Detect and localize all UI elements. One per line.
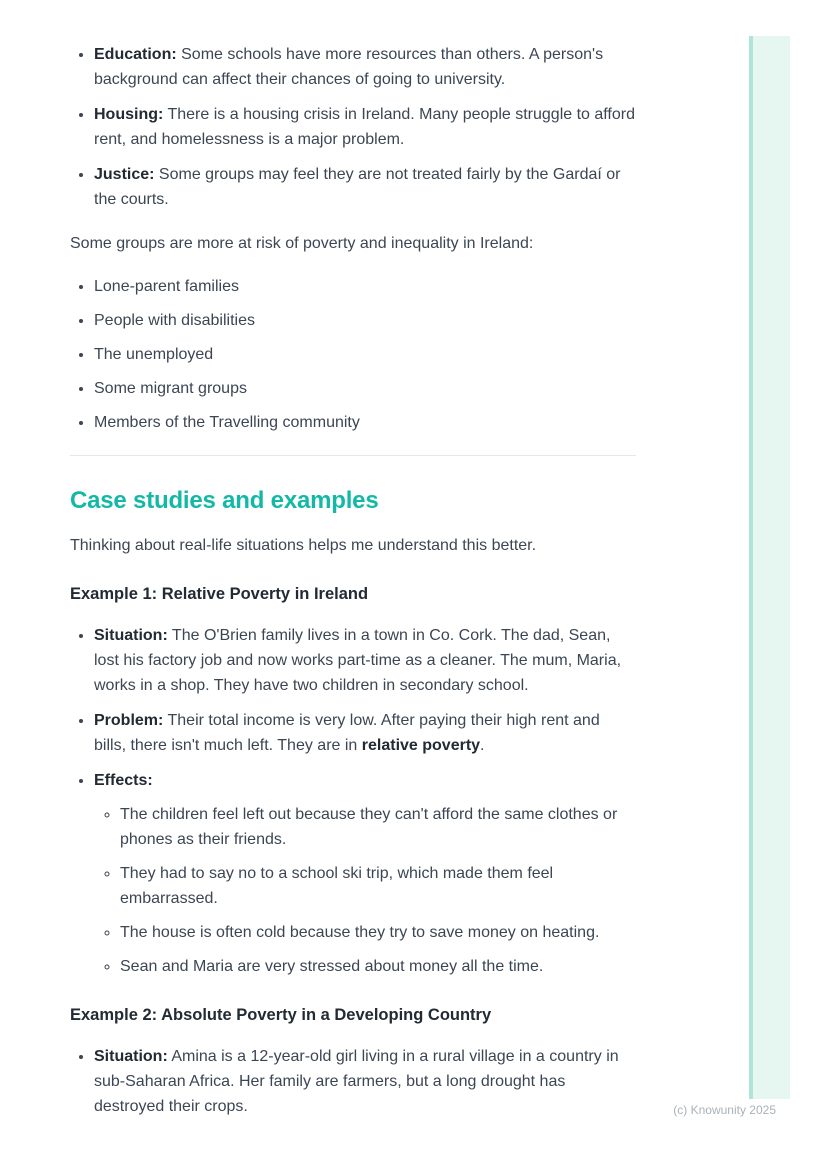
list-item: • Lone-parent families [94, 274, 636, 299]
emphasized-term: relative poverty [361, 737, 481, 754]
risk-intro-paragraph: Some groups are more at risk of poverty and inequality in Ireland: [70, 235, 534, 252]
example2-list [70, 1044, 636, 1119]
sublist-item: ◦ They had to say no to a school ski trip, which made them feel embarrassed. [120, 861, 636, 911]
decorative-side-strip [749, 36, 790, 1099]
term-text-end: . [480, 737, 485, 754]
sublist-item: ◦ The house is often cold because they try to save money on heating. [120, 920, 636, 945]
term-text: Their total income is very low. After paying their high rent and bills, there isn't much left. They are in [94, 712, 600, 754]
term-text: The O'Brien family lives in a town in Co. Cork. The dad, Sean, lost his factory job and now works part-time as a cleaner. The mum, Maria, works in a shop. They have two children in secondary school. [94, 627, 622, 694]
list-item-education [94, 42, 636, 92]
term-label: Housing: [94, 106, 164, 123]
term-text: Some groups may feel they are not treated fairly by the Gardaí or the courts. [94, 166, 621, 208]
list-item-justice [94, 162, 636, 212]
risk-groups-list [70, 274, 636, 435]
example1-title: Example 1: Relative Poverty in Ireland [70, 585, 369, 603]
sublist-item: ◦ The children feel left out because they can't afford the same clothes or phones as their friends. [120, 802, 636, 852]
section-intro-paragraph: Thinking about real-life situations helps me understand this better. [70, 537, 537, 554]
term-text: Some schools have more resources than others. A person's background can affect their chances of going to university. [94, 46, 604, 88]
document-content [70, 42, 636, 1119]
term-label: Problem: [94, 712, 164, 729]
term-label: Situation: [94, 627, 168, 644]
societal-issues-list [70, 42, 636, 212]
section-divider [70, 455, 636, 456]
watermark: (c) Knowunity 2025 [673, 1103, 776, 1117]
list-item-situation [94, 623, 636, 698]
term-label: Education: [94, 46, 177, 63]
term-text: There is a housing crisis in Ireland. Many people struggle to afford rent, and homelessness is a major problem. [94, 106, 635, 148]
sublist-item: ◦ Sean and Maria are very stressed about money all the time. [120, 954, 636, 979]
list-item-situation [94, 1044, 636, 1119]
list-item-problem [94, 708, 636, 758]
list-item: • The unemployed [94, 342, 636, 367]
effects-sublist [94, 802, 636, 979]
example2-title: Example 2: Absolute Poverty in a Developing Country [70, 1006, 492, 1024]
term-label: Effects: [94, 772, 153, 789]
term-label: Situation: [94, 1048, 168, 1065]
list-item: • People with disabilities [94, 308, 636, 333]
term-text: Amina is a 12-year-old girl living in a rural village in a country in sub-Saharan Africa. Her family are farmers, but a long drought has destroyed their crops. [94, 1048, 619, 1115]
term-label: Justice: [94, 166, 155, 183]
section-heading: Case studies and examples [70, 487, 379, 514]
example1-list [70, 623, 636, 979]
list-item: • Some migrant groups [94, 376, 636, 401]
list-item: • Members of the Travelling community [94, 410, 636, 435]
list-item-effects [94, 768, 636, 979]
list-item-housing [94, 102, 636, 152]
